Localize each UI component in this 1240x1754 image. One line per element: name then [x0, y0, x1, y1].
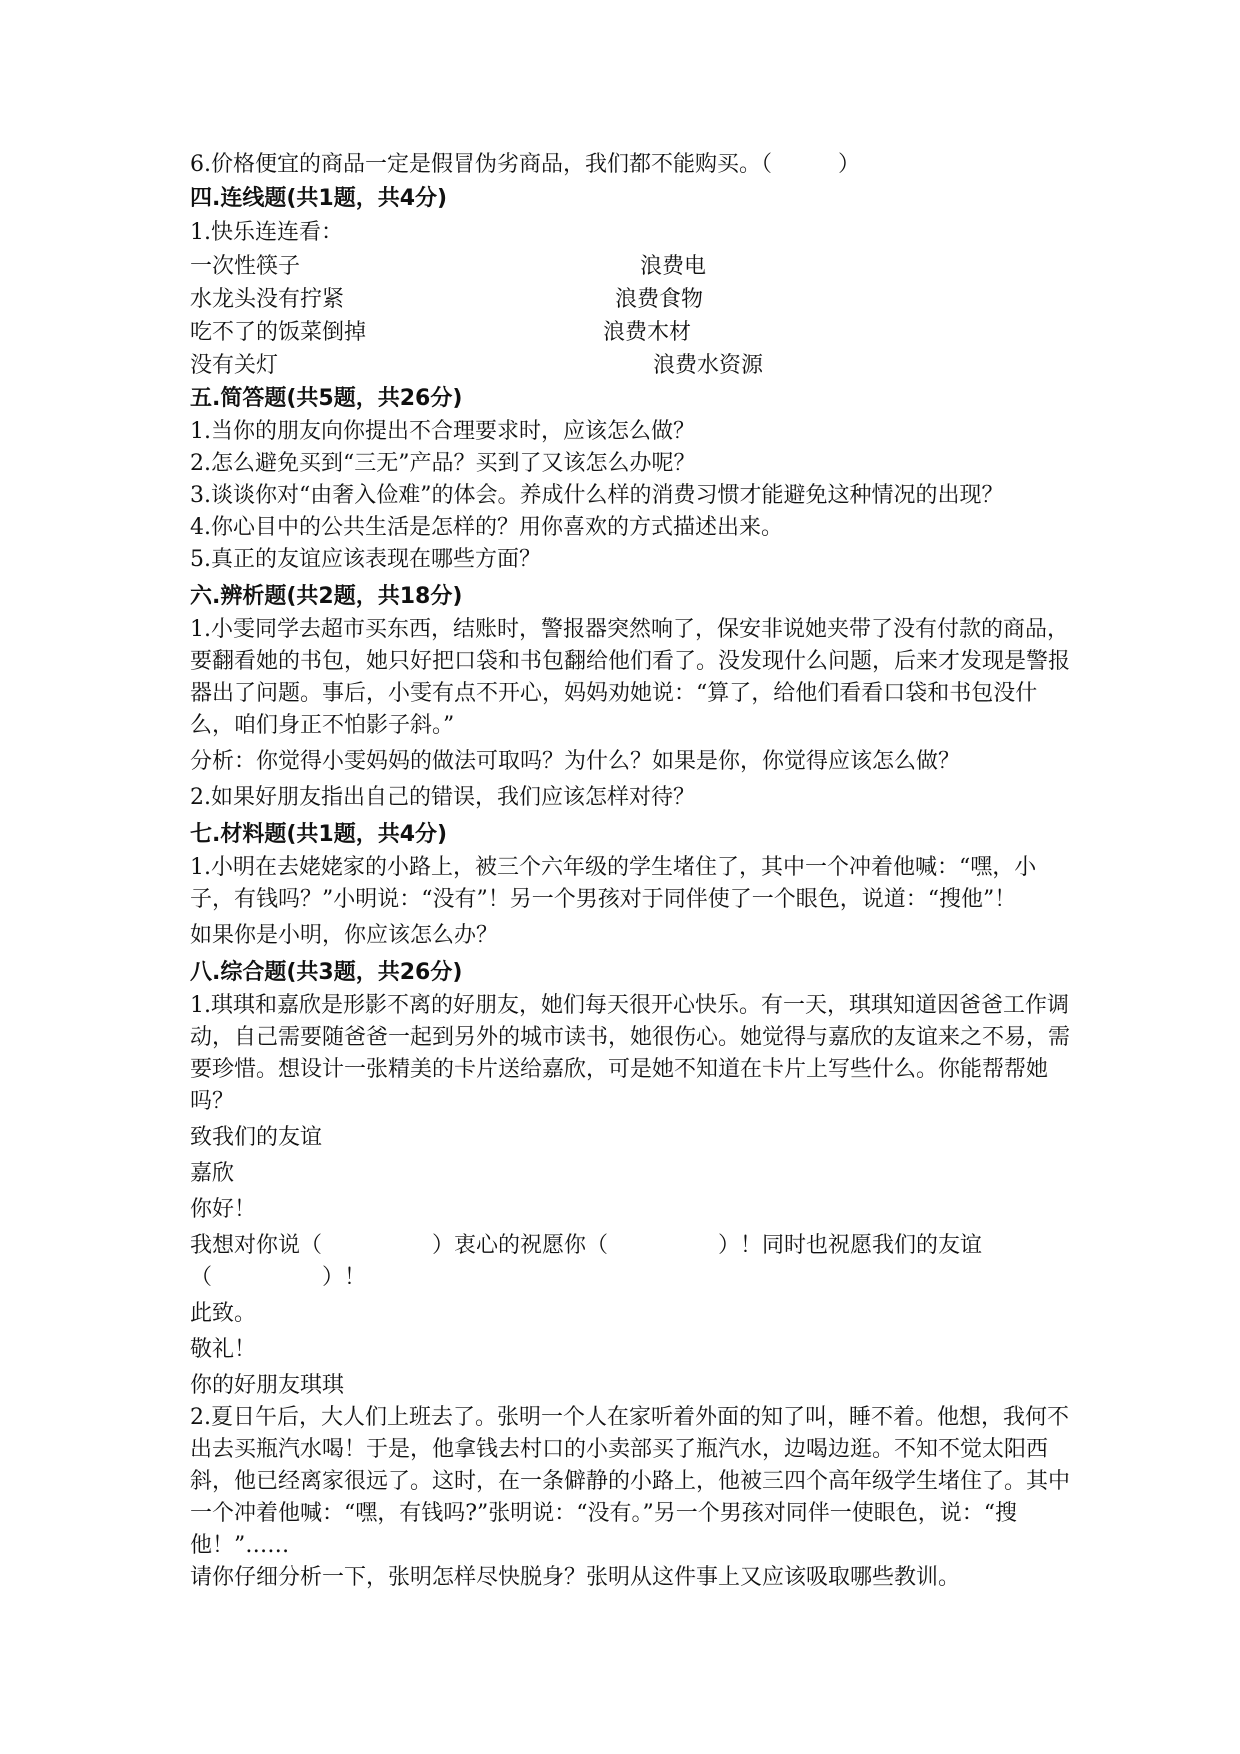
- short-answer-question-5: 5.真正的友谊应该表现在哪些方面？: [190, 547, 541, 572]
- comprehensive-question-2-prompt: 请你仔细分析一下，张明怎样尽快脱身？张明从这件事上又应该吸取哪些教训。: [190, 1565, 961, 1590]
- card-closing: 此致。: [190, 1301, 257, 1326]
- section-8-title: 八.综合题(共3题，共26分): [190, 960, 463, 985]
- matching-row: [190, 250, 1070, 283]
- short-answer-question-1: 1.当你的朋友向你提出不合理要求时，应该怎么做？: [190, 419, 695, 444]
- card-body: 我想对你说（ ）衷心的祝愿你（ ）！同时也祝愿我们的友谊（ ）！: [190, 1233, 983, 1290]
- matching-left-item[interactable]: 没有关灯: [190, 353, 279, 378]
- material-question-1-prompt: 如果你是小明，你应该怎么办？: [190, 923, 499, 948]
- section-6-title: 六.辨析题(共2题，共18分): [190, 584, 463, 609]
- matching-left-item[interactable]: 吃不了的饭菜倒掉: [190, 320, 367, 345]
- analysis-question-1: 1.小雯同学去超市买东西，结账时，警报器突然响了，保安非说她夹带了没有付款的商品，要翻看她的书包，她只好把口袋和书包翻给他们看了。没发现什么问题，后来才发现是警报器出了问题。事后，小雯有点不开心，妈妈劝她说：“算了，给他们看看口袋和书包没什么，咱们身正不怕影子斜。”: [190, 617, 1071, 738]
- worksheet-page: [190, 148, 1070, 1594]
- comprehensive-question-1: 1.琪琪和嘉欣是形影不离的好朋友，她们每天很开心快乐。有一天，琪琪知道因爸爸工作调动，自己需要随爸爸一起到另外的城市读书，她很伤心。她觉得与嘉欣的友谊来之不易，需要珍惜。想设计一张精美的卡片送给嘉欣，可是她不知道在卡片上写些什么。你能帮帮她吗？: [190, 993, 1071, 1114]
- card-salute: 敬礼！: [190, 1337, 257, 1362]
- matching-left-item[interactable]: 水龙头没有拧紧: [190, 287, 345, 312]
- question-6: 6.价格便宜的商品一定是假冒伪劣商品，我们都不能购买。（ ）: [190, 152, 860, 177]
- analysis-question-1-prompt: 分析：你觉得小雯妈妈的做法可取吗？为什么？如果是你，你觉得应该怎么做？: [190, 749, 961, 774]
- section-5-title: 五.简答题(共5题，共26分): [190, 386, 463, 411]
- matching-left-item[interactable]: 一次性筷子: [190, 254, 301, 279]
- analysis-question-2: 2.如果好朋友指出自己的错误，我们应该怎样对待？: [190, 785, 695, 810]
- comprehensive-question-2: 2.夏日午后，大人们上班去了。张明一个人在家听着外面的知了叫，睡不着。他想，我何不出去买瓶汽水喝！于是，他拿钱去村口的小卖部买了瓶汽水，边喝边逛。不知不觉太阳西斜，他已经离家很远了。这时，在一条僻静的小路上，他被三四个高年级学生堵住了。其中一个冲着他喊：“嘿，有钱吗?”张明说：“没有。”另一个男孩对同伴一使眼色，说：“搜他！”……: [190, 1405, 1071, 1558]
- matching-row: [190, 283, 1070, 316]
- card-recipient: 嘉欣: [190, 1161, 235, 1186]
- matching-question-1: 1.快乐连连看：: [190, 220, 343, 245]
- short-answer-question-4: 4.你心目中的公共生活是怎样的？用你喜欢的方式描述出来。: [190, 515, 783, 540]
- card-signature: 你的好朋友琪琪: [190, 1373, 345, 1398]
- short-answer-question-2: 2.怎么避免买到“三无”产品？买到了又该怎么办呢？: [190, 451, 696, 476]
- section-7-title: 七.材料题(共1题，共4分): [190, 822, 448, 847]
- matching-row: [190, 316, 1070, 349]
- matching-right-item[interactable]: 浪费水资源: [653, 353, 764, 378]
- material-question-1: 1.小明在去姥姥家的小路上，被三个六年级的学生堵住了，其中一个冲着他喊：“嘿，小子，有钱吗？”小明说：“没有”！另一个男孩对于同伴使了一个眼色，说道：“搜他”！: [190, 855, 1037, 912]
- short-answer-question-3: 3.谈谈你对“由奢入俭难”的体会。养成什么样的消费习惯才能避免这种情况的出现？: [190, 483, 1004, 508]
- card-title: 致我们的友谊: [190, 1125, 323, 1150]
- matching-row: [190, 349, 1070, 382]
- matching-right-item[interactable]: 浪费木材: [603, 320, 692, 345]
- section-4-title: 四.连线题(共1题，共4分): [190, 186, 448, 211]
- matching-right-item[interactable]: 浪费食物: [615, 287, 704, 312]
- card-greeting: 你好！: [190, 1197, 257, 1222]
- matching-right-item[interactable]: 浪费电: [640, 254, 707, 279]
